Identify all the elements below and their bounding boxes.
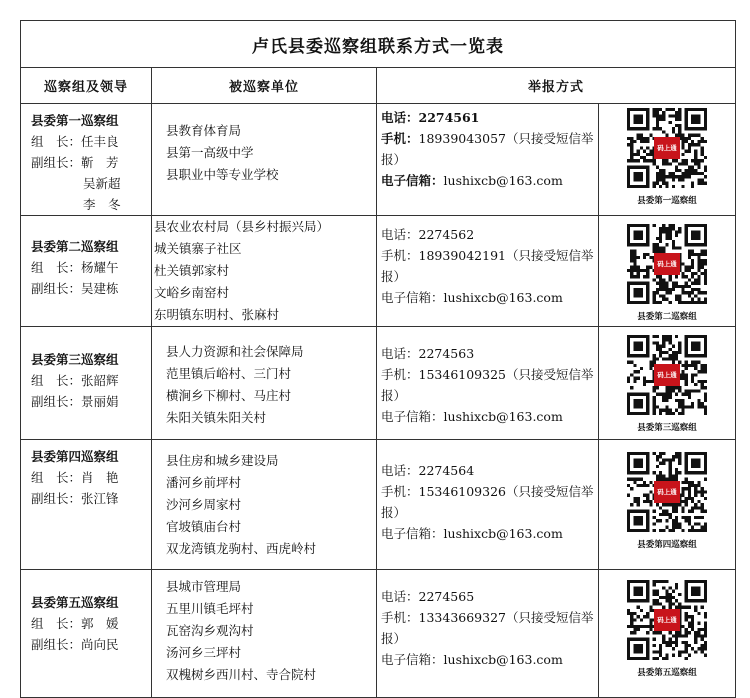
qr-code-icon[interactable] — [627, 224, 707, 304]
unit-item: 文峪乡南窑村 — [154, 285, 230, 300]
group-name: 县委第一巡察组 — [31, 113, 119, 128]
email[interactable]: 电子信箱：lushixcb@163.com — [381, 290, 563, 305]
deputy-line: 李 冬 — [83, 197, 121, 212]
unit-item: 东明镇东明村、张麻村 — [154, 307, 280, 322]
mobile: 手机：13343669327（只接受短信举报） — [381, 610, 594, 646]
phone: 电话：2274565 — [381, 589, 475, 604]
header-leaders: 巡察组及领导 — [21, 68, 152, 104]
group-leaders — [21, 440, 152, 570]
group-name: 县委第二巡察组 — [31, 239, 119, 254]
unit-item: 杜关镇郭家村 — [154, 263, 230, 278]
qr-badge: 码上通 — [654, 609, 680, 631]
unit-item: 沙河乡周家村 — [166, 497, 242, 512]
qr-code-icon[interactable] — [627, 452, 707, 532]
unit-item: 朱阳关镇朱阳关村 — [166, 410, 267, 425]
group-name: 县委第五巡察组 — [31, 595, 119, 610]
qr-cell — [599, 216, 736, 327]
group-leaders — [21, 104, 152, 216]
group-leaders — [21, 327, 152, 440]
group-leaders — [21, 570, 152, 698]
group-name: 县委第四巡察组 — [31, 449, 119, 464]
qr-caption: 县委第四巡察组 — [637, 540, 697, 550]
inspected-units — [152, 440, 377, 570]
unit-item: 双龙湾镇龙驹村、西虎岭村 — [166, 541, 317, 556]
qr-badge: 码上通 — [654, 137, 680, 159]
contact-table — [20, 20, 736, 698]
email[interactable]: 电子信箱：lushixcb@163.com — [381, 409, 563, 424]
qr-cell — [599, 570, 736, 698]
phone: 电话：2274562 — [381, 227, 475, 242]
contact-info — [377, 104, 599, 216]
mobile: 手机：15346109325（只接受短信举报） — [381, 367, 594, 403]
inspected-units — [152, 104, 377, 216]
inspected-units — [152, 570, 377, 698]
deputy-line: 副组长：张江锋 — [31, 491, 119, 506]
phone: 电话：2274561 — [381, 110, 480, 125]
unit-item: 县城市管理局 — [166, 579, 242, 594]
email[interactable]: 电子信箱：lushixcb@163.com — [381, 526, 563, 541]
deputy-line: 副组长：尚向民 — [31, 637, 119, 652]
qr-cell — [599, 440, 736, 570]
unit-item: 城关镇寨子社区 — [154, 241, 242, 256]
table-row — [21, 440, 736, 570]
qr-cell — [599, 104, 736, 216]
leader-line: 组 长：张韶辉 — [31, 373, 119, 388]
leader-line: 组 长：杨耀午 — [31, 260, 119, 275]
page-title: 卢氏县委巡察组联系方式一览表 — [21, 21, 736, 68]
table-row — [21, 104, 736, 216]
qr-code-icon[interactable] — [627, 335, 707, 415]
header-units: 被巡察单位 — [152, 68, 377, 104]
unit-item: 县住房和城乡建设局 — [166, 453, 279, 468]
deputy-line: 副组长：吴建栋 — [31, 281, 119, 296]
header-report: 举报方式 — [377, 68, 736, 104]
table-row — [21, 327, 736, 440]
qr-cell — [599, 327, 736, 440]
group-leaders — [21, 216, 152, 327]
contact-info — [377, 570, 599, 698]
contact-info — [377, 440, 599, 570]
mobile: 手机：15346109326（只接受短信举报） — [381, 484, 594, 520]
unit-item: 双槐树乡西川村、寺合院村 — [166, 667, 317, 682]
inspected-units — [152, 216, 377, 327]
qr-code-icon[interactable] — [627, 580, 707, 660]
unit-item: 县农业农村局（县乡村振兴局） — [154, 219, 330, 234]
unit-item: 瓦窑沟乡观沟村 — [166, 623, 254, 638]
contact-info — [377, 327, 599, 440]
qr-badge: 码上通 — [654, 253, 680, 275]
deputy-line: 副组长：景丽娟 — [31, 394, 119, 409]
table-row — [21, 570, 736, 698]
phone: 电话：2274563 — [381, 346, 475, 361]
unit-item: 潘河乡前坪村 — [166, 475, 242, 490]
qr-caption: 县委第一巡察组 — [637, 196, 697, 206]
group-name: 县委第三巡察组 — [31, 352, 119, 367]
mobile: 手机：18939043057（只接受短信举报） — [381, 131, 594, 167]
leader-line: 组 长：任丰良 — [31, 134, 119, 149]
table-row — [21, 216, 736, 327]
leader-line: 组 长：郭 媛 — [31, 616, 119, 631]
unit-item: 县教育体育局 — [166, 123, 242, 138]
deputy-line: 副组长：靳 芳 — [31, 155, 119, 170]
qr-caption: 县委第三巡察组 — [637, 423, 697, 433]
unit-item: 县人力资源和社会保障局 — [166, 344, 304, 359]
qr-badge: 码上通 — [654, 364, 680, 386]
qr-badge: 码上通 — [654, 481, 680, 503]
unit-item: 横涧乡下柳村、马庄村 — [166, 388, 292, 403]
mobile: 手机：18939042191（只接受短信举报） — [381, 248, 594, 284]
qr-code-icon[interactable] — [627, 108, 707, 188]
contact-info — [377, 216, 599, 327]
unit-item: 县职业中等专业学校 — [166, 167, 279, 182]
email[interactable]: 电子信箱：lushixcb@163.com — [381, 173, 563, 188]
qr-caption: 县委第二巡察组 — [637, 312, 697, 322]
unit-item: 五里川镇毛坪村 — [166, 601, 254, 616]
qr-caption: 县委第五巡察组 — [637, 668, 697, 678]
unit-item: 县第一高级中学 — [166, 145, 254, 160]
phone: 电话：2274564 — [381, 463, 475, 478]
unit-item: 汤河乡三坪村 — [166, 645, 242, 660]
email[interactable]: 电子信箱：lushixcb@163.com — [381, 652, 563, 667]
deputy-line: 吴新超 — [83, 176, 121, 191]
leader-line: 组 长：肖 艳 — [31, 470, 119, 485]
unit-item: 官坡镇庙台村 — [166, 519, 242, 534]
unit-item: 范里镇后峪村、三门村 — [166, 366, 292, 381]
inspected-units — [152, 327, 377, 440]
